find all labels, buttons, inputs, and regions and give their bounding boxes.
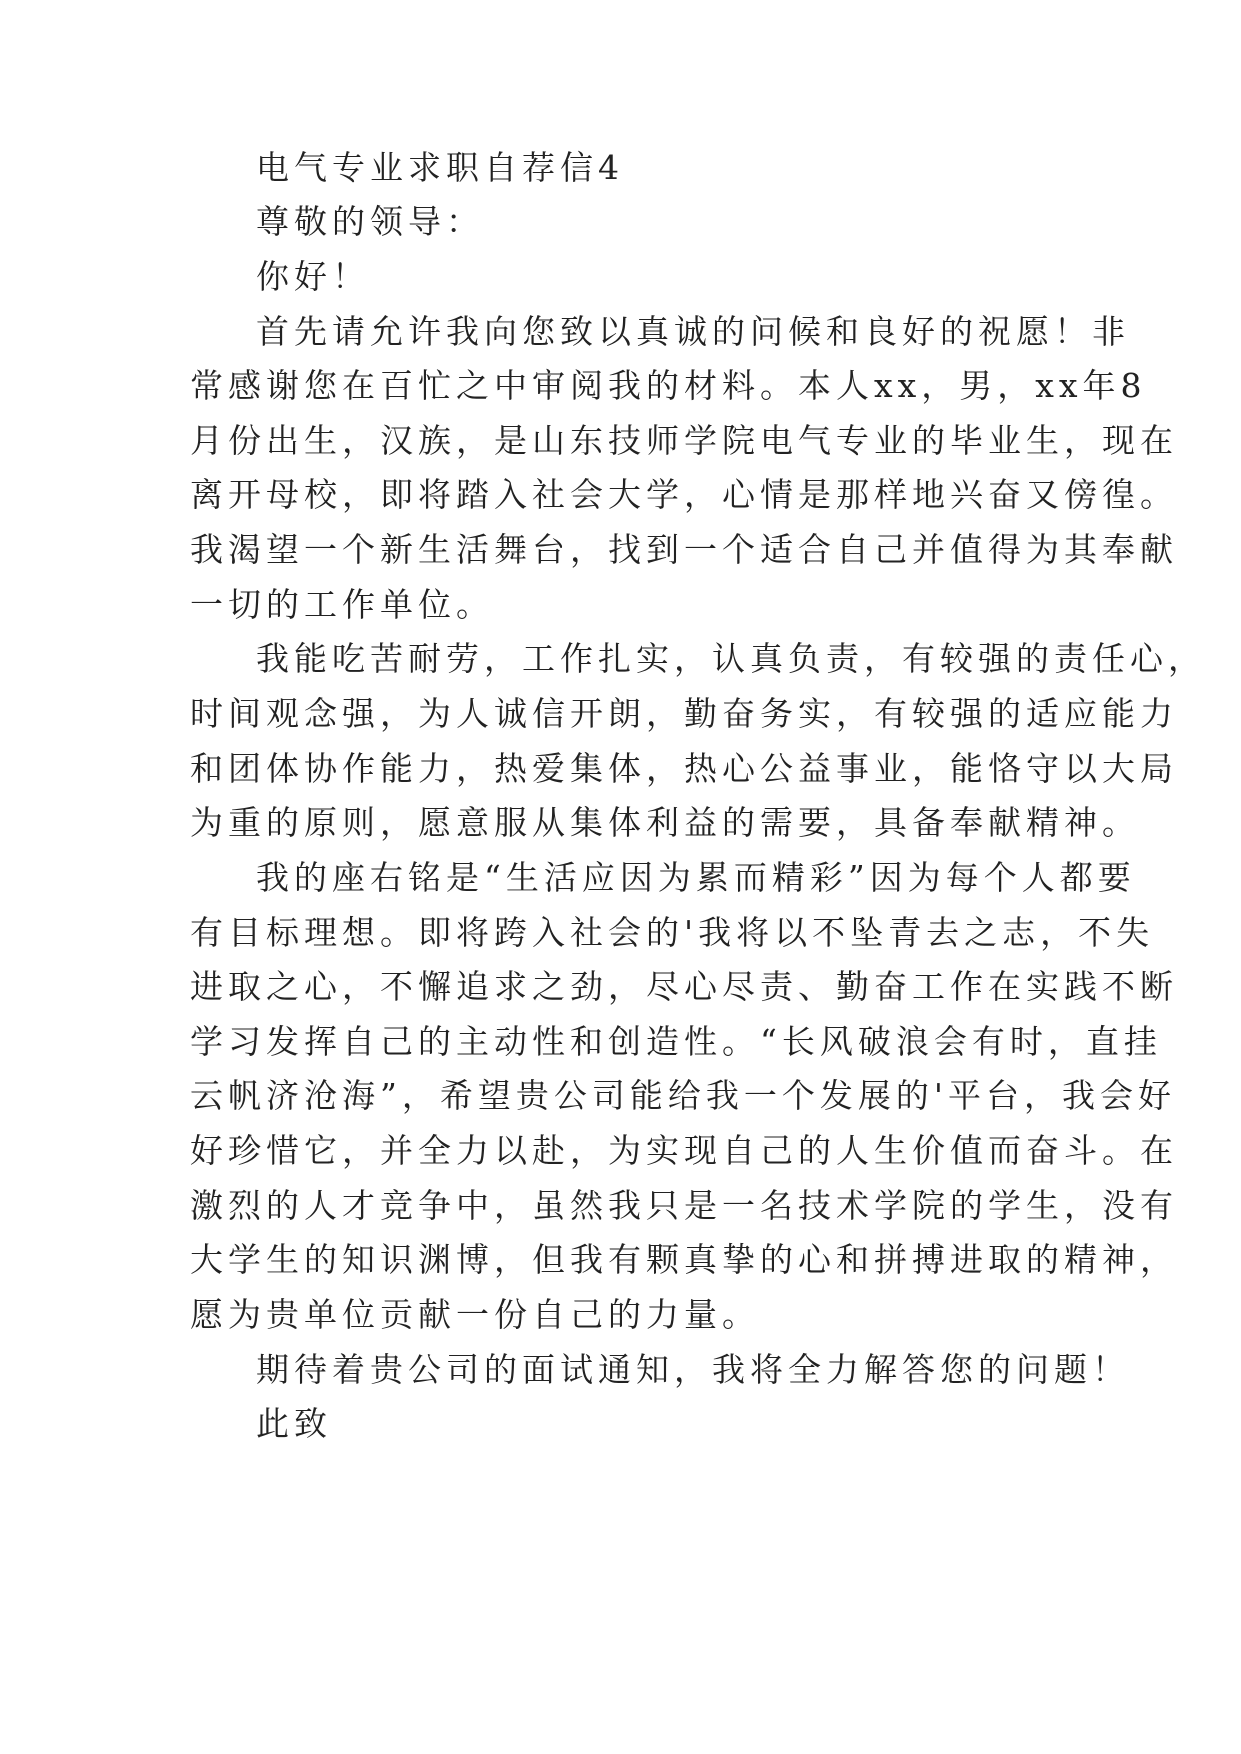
paragraph-line: 激烈的人才竞争中，虽然我只是一名技术学院的学生，没有 — [190, 1186, 1178, 1225]
paragraph-line: 一切的工作单位。 — [190, 585, 494, 624]
paragraph-line: 离开母校，即将踏入社会大学，心情是那样地兴奋又傍徨。 — [190, 475, 1178, 514]
paragraph-line: 我的座右铭是“生活应因为累而精彩”因为每个人都要 — [256, 858, 1136, 897]
paragraph-line: 期待着贵公司的面试通知，我将全力解答您的问题！ — [256, 1350, 1130, 1389]
paragraph-line: 大学生的知识渊博，但我有颗真挚的心和拼搏进取的精神， — [190, 1240, 1178, 1279]
paragraph-line: 时间观念强，为人诚信开朗，勤奋务实，有较强的适应能力 — [190, 694, 1178, 733]
paragraph-line: 我能吃苦耐劳，工作扎实，认真负责，有较强的责任心， — [256, 639, 1206, 678]
paragraph-line: 首先请允许我向您致以真诚的问候和良好的祝愿！非 — [256, 312, 1130, 351]
paragraph-line: 常感谢您在百忙之中审阅我的材料。本人xx，男，xx年8 — [190, 366, 1147, 405]
letter-title: 电气专业求职自荐信4 — [256, 148, 624, 187]
paragraph-line: 我渴望一个新生活舞台，找到一个适合自己并值得为其奉献 — [190, 530, 1178, 569]
paragraph-line: 和团体协作能力，热爱集体，热心公益事业，能恪守以大局 — [190, 749, 1178, 788]
paragraph-line: 有目标理想。即将跨入社会的'我将以不坠青去之志，不失 — [190, 913, 1155, 952]
greeting: 你好！ — [256, 257, 370, 296]
salutation: 尊敬的领导： — [256, 202, 484, 241]
paragraph-line: 学习发挥自己的主动性和创造性。“长风破浪会有时，直挂 — [190, 1022, 1162, 1061]
paragraph-line: 愿为贵单位贡献一份自己的力量。 — [190, 1295, 760, 1334]
closing: 此致 — [256, 1404, 332, 1443]
paragraph-line: 云帆济沧海”，希望贵公司能给我一个发展的'平台，我会好 — [190, 1076, 1176, 1115]
paragraph-line: 月份出生，汉族，是山东技师学院电气专业的毕业生，现在 — [190, 421, 1178, 460]
paragraph-line: 好珍惜它，并全力以赴，为实现自己的人生价值而奋斗。在 — [190, 1131, 1178, 1170]
paragraph-line: 为重的原则，愿意服从集体利益的需要，具备奉献精神。 — [190, 803, 1140, 842]
paragraph-line: 进取之心，不懈追求之劲，尽心尽责、勤奋工作在实践不断 — [190, 967, 1178, 1006]
